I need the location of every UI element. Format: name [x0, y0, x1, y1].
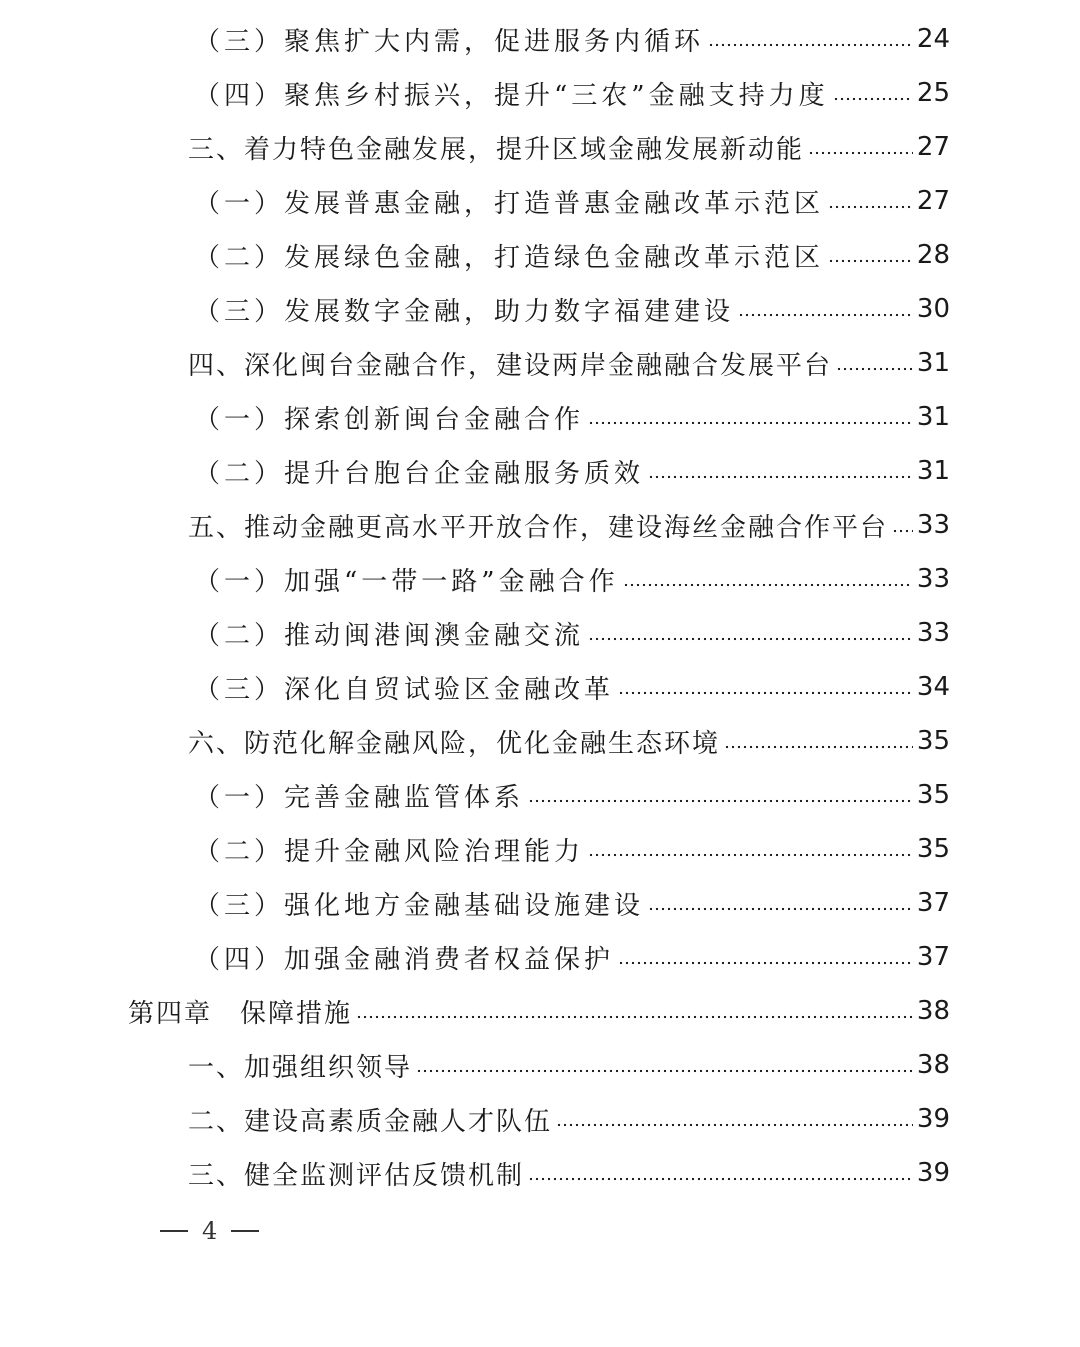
toc-entry-title: （三）深化自贸试验区金融改革 — [194, 674, 615, 705]
toc-dot-leader — [588, 637, 913, 641]
toc-dot-leader — [356, 1015, 913, 1019]
toc-dot-leader — [528, 1177, 913, 1181]
toc-entry-title: （三）发展数字金融，助力数字福建建设 — [194, 296, 735, 327]
toc-entry — [194, 390, 950, 444]
toc-entry — [188, 336, 950, 390]
toc-entry-page-number: 33 — [916, 510, 950, 540]
toc-entry-page-number: 33 — [916, 618, 950, 648]
footer-page-number: 4 — [202, 1217, 218, 1245]
toc-dot-leader — [724, 745, 913, 749]
toc-entry-title: 第四章 保障措施 — [128, 998, 353, 1029]
toc-entry — [194, 660, 950, 714]
toc-entry — [194, 444, 950, 498]
toc-dot-leader — [708, 43, 913, 47]
toc-entry — [194, 768, 950, 822]
toc-dot-leader — [648, 907, 913, 911]
toc-entry-page-number: 25 — [916, 78, 950, 108]
toc-dot-leader — [892, 529, 913, 533]
toc-entry-page-number: 39 — [916, 1158, 950, 1188]
toc-entry-page-number: 31 — [916, 456, 950, 486]
toc-dot-leader — [738, 313, 913, 317]
footer-dash-left — [160, 1230, 188, 1232]
toc-entry-page-number: 34 — [916, 672, 950, 702]
toc-entry-page-number: 31 — [916, 402, 950, 432]
toc-dot-leader — [588, 421, 913, 425]
page-footer — [160, 1214, 259, 1248]
toc-entry-page-number: 37 — [916, 942, 950, 972]
toc-entry — [188, 1092, 950, 1146]
toc-entry — [188, 498, 950, 552]
toc-dot-leader — [618, 961, 913, 965]
toc-entry — [194, 552, 950, 606]
toc-entry — [194, 174, 950, 228]
toc-dot-leader — [556, 1123, 913, 1127]
toc-dot-leader — [623, 583, 913, 587]
toc-dot-leader — [416, 1069, 913, 1073]
toc-entry-title: 三、健全监测评估反馈机制 — [188, 1160, 525, 1191]
toc-entry-title: 五、推动金融更高水平开放合作，建设海丝金融合作平台 — [188, 512, 889, 543]
toc-entry — [128, 984, 950, 1038]
toc-dot-leader — [836, 367, 913, 371]
toc-entry-page-number: 37 — [916, 888, 950, 918]
toc-entry-page-number: 35 — [916, 780, 950, 810]
toc-dot-leader — [808, 151, 913, 155]
toc-entry-page-number: 35 — [916, 834, 950, 864]
toc-entry — [194, 606, 950, 660]
toc-entry-title: （一）发展普惠金融，打造普惠金融改革示范区 — [194, 188, 825, 219]
toc-entry-title: 二、建设高素质金融人才队伍 — [188, 1106, 553, 1137]
toc-entry — [194, 66, 950, 120]
toc-entry-title: （二）推动闽港闽澳金融交流 — [194, 620, 585, 651]
toc-entry-title: 六、防范化解金融风险，优化金融生态环境 — [188, 728, 721, 759]
toc-entry-page-number: 33 — [916, 564, 950, 594]
toc-entry — [188, 714, 950, 768]
toc-entry-title: （三）聚焦扩大内需，促进服务内循环 — [194, 26, 705, 57]
toc-entry-page-number: 39 — [916, 1104, 950, 1134]
toc-entry-page-number: 35 — [916, 726, 950, 756]
toc-dot-leader — [828, 259, 913, 263]
toc-entry-title: 一、加强组织领导 — [188, 1052, 413, 1083]
toc-entry-page-number: 28 — [916, 240, 950, 270]
toc-entry — [188, 120, 950, 174]
toc-dot-leader — [618, 691, 913, 695]
toc-entry — [194, 930, 950, 984]
toc-entry-page-number: 24 — [916, 24, 950, 54]
toc-entry-title: （二）提升金融风险治理能力 — [194, 836, 585, 867]
toc-dot-leader — [828, 205, 913, 209]
toc-entry — [188, 1146, 950, 1200]
toc-dot-leader — [528, 799, 913, 803]
toc-entry — [194, 228, 950, 282]
toc-entry-title: 四、深化闽台金融合作，建设两岸金融融合发展平台 — [188, 350, 833, 381]
toc-entry-title: （二）发展绿色金融，打造绿色金融改革示范区 — [194, 242, 825, 273]
toc-entry-title: （四）加强金融消费者权益保护 — [194, 944, 615, 975]
toc-entry-page-number: 27 — [916, 186, 950, 216]
toc-entry-title: 三、着力特色金融发展，提升区域金融发展新动能 — [188, 134, 805, 165]
toc-dot-leader — [588, 853, 913, 857]
toc-entry-page-number: 38 — [916, 1050, 950, 1080]
toc-dot-leader — [648, 475, 913, 479]
toc-entry — [194, 12, 950, 66]
toc-entry-title: （一）完善金融监管体系 — [194, 782, 525, 813]
toc-entry — [194, 876, 950, 930]
toc-entry-title: （二）提升台胞台企金融服务质效 — [194, 458, 645, 489]
toc-dot-leader — [833, 97, 913, 101]
toc-entry-title: （一）加强“一带一路”金融合作 — [194, 566, 619, 597]
toc-entry-page-number: 31 — [916, 348, 950, 378]
toc-entry-page-number: 38 — [916, 996, 950, 1026]
toc-entry-page-number: 30 — [916, 294, 950, 324]
toc-entry — [188, 1038, 950, 1092]
toc-entry-page-number: 27 — [916, 132, 950, 162]
toc-entry — [194, 822, 950, 876]
toc-entry-title: （四）聚焦乡村振兴，提升“三农”金融支持力度 — [194, 80, 829, 111]
footer-dash-right — [231, 1230, 259, 1232]
toc-entry — [194, 282, 950, 336]
toc-entry-title: （一）探索创新闽台金融合作 — [194, 404, 585, 435]
toc-entry-title: （三）强化地方金融基础设施建设 — [194, 890, 645, 921]
